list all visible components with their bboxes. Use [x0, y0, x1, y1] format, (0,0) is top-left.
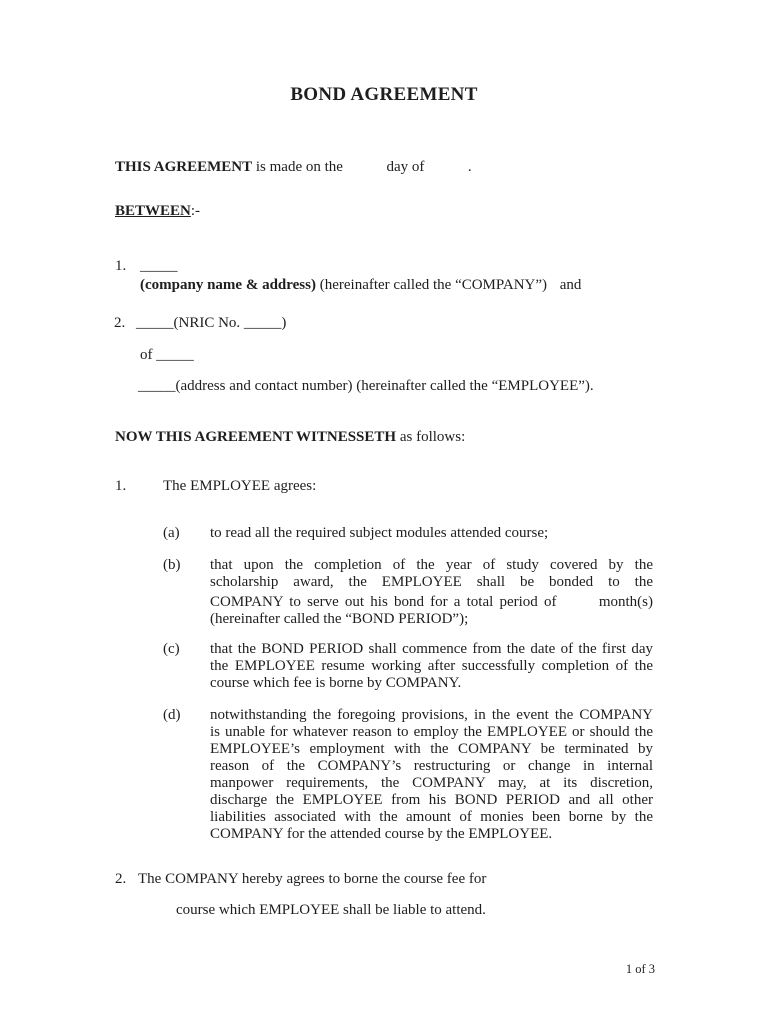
clause-1d-label: (d) [163, 707, 181, 723]
clause-1b-paragraph [210, 557, 653, 628]
between-heading [115, 203, 200, 220]
clause-1d-row [163, 707, 654, 843]
clause-2-line-1 [115, 871, 486, 888]
clause-1d-line-8: COMPANY for the attended course by the EMPLOYEE. [210, 826, 553, 842]
party-2-address-line [138, 378, 594, 395]
clause-1d-line-2: is unable for whatever reason to employ the EMPLOYEE or should the [210, 724, 653, 740]
company-name-bold: (company name & address) [140, 277, 316, 293]
and-text: and [559, 277, 582, 293]
party-1-desc-line [140, 277, 581, 294]
clause-1c-line-3: course which fee is borne by COMPANY. [210, 675, 462, 691]
clause-2-number: 2. [115, 871, 127, 887]
clause-1d-paragraph [210, 707, 653, 843]
clause-1b-row [163, 557, 654, 628]
clause-1a-label: (a) [163, 525, 180, 541]
witnesseth-bold: NOW THIS AGREEMENT WITNESSETH [115, 429, 397, 445]
day-of-text: day of [386, 159, 425, 175]
clause-1d-line-4: reason of the COMPANY’s restructuring or change in internal [210, 758, 653, 774]
party-2-of-text: of _____ [140, 347, 194, 363]
between-punct: :- [190, 203, 201, 219]
month-blank [428, 156, 464, 171]
months-text: month(s) [598, 594, 654, 610]
clause-1-number: 1. [115, 478, 127, 494]
page-number: 1 of 3 [625, 962, 655, 976]
bond-period-text: COMPANY to serve out his bond for a total period of [210, 594, 557, 610]
clause-2-line-2 [176, 902, 486, 919]
clause-1b-label: (b) [163, 557, 181, 573]
clause-1c-row [163, 641, 654, 692]
clause-1c-line-2: the EMPLOYEE resume working after successfully completion of the [210, 658, 653, 674]
clause-1-heading [115, 478, 316, 495]
party-2-of-line [140, 347, 194, 364]
clause-1c-label: (c) [163, 641, 180, 657]
made-on-text: is made on the [255, 159, 343, 175]
clause-1d-line-7: liabilities associated with the amount of monies been borne by the [210, 809, 653, 825]
party-2-number: 2. [114, 315, 126, 331]
party-1-number-line [115, 258, 178, 275]
party-2-nric-text: _____(NRIC No. _____) [136, 315, 287, 331]
day-blank [347, 156, 383, 171]
clause-1b-line-3 [210, 591, 653, 611]
clause-1a-text: to read all the required subject modules attended course; [210, 525, 549, 541]
clause-1a-row [163, 525, 654, 542]
clause-1c-line-1: that the BOND PERIOD shall commence from the date of the first day [210, 641, 653, 657]
intro-line [115, 156, 472, 176]
clause-1d-line-1: notwithstanding the foregoing provisions, in the event the COMPANY [210, 707, 653, 723]
clause-1d-line-6: discharge the EMPLOYEE from his BOND PERIOD and all other [210, 792, 653, 808]
bond-months-blank [563, 591, 593, 606]
party-2-address-text: _____(address and contact number) (hereinafter called the “EMPLOYEE”). [138, 378, 594, 394]
this-agreement-bold: THIS AGREEMENT [115, 159, 253, 175]
clause-2-text-2: course which EMPLOYEE shall be liable to attend. [176, 902, 486, 918]
party-1-number: 1. [115, 258, 127, 274]
clause-1-text: The EMPLOYEE agrees: [163, 478, 317, 494]
witnesseth-rest: as follows: [399, 429, 466, 445]
company-hereinafter-text: (hereinafter called the “COMPANY”) [319, 277, 548, 293]
between-label: BETWEEN [115, 203, 191, 219]
date-period: . [467, 159, 472, 175]
witnesseth-line [115, 429, 465, 446]
clause-1c-paragraph [210, 641, 653, 692]
clause-1d-line-5: manpower requirements, the COMPANY may, at its discretion, [210, 775, 653, 791]
party-2-nric-line [114, 315, 286, 332]
clause-1d-line-3: EMPLOYEE’s employment with the COMPANY be terminated by [210, 741, 653, 757]
clause-2-text-1: The COMPANY hereby agrees to borne the course fee for [138, 871, 487, 887]
clause-1b-line-2: scholarship award, the EMPLOYEE shall be bonded to the [210, 574, 653, 590]
party-1-blank: _____ [140, 258, 178, 274]
document-title: BOND AGREEMENT [290, 84, 478, 105]
clause-1b-line-4: (hereinafter called the “BOND PERIOD”); [210, 611, 469, 627]
clause-1b-line-1: that upon the completion of the year of study covered by the [210, 557, 653, 573]
